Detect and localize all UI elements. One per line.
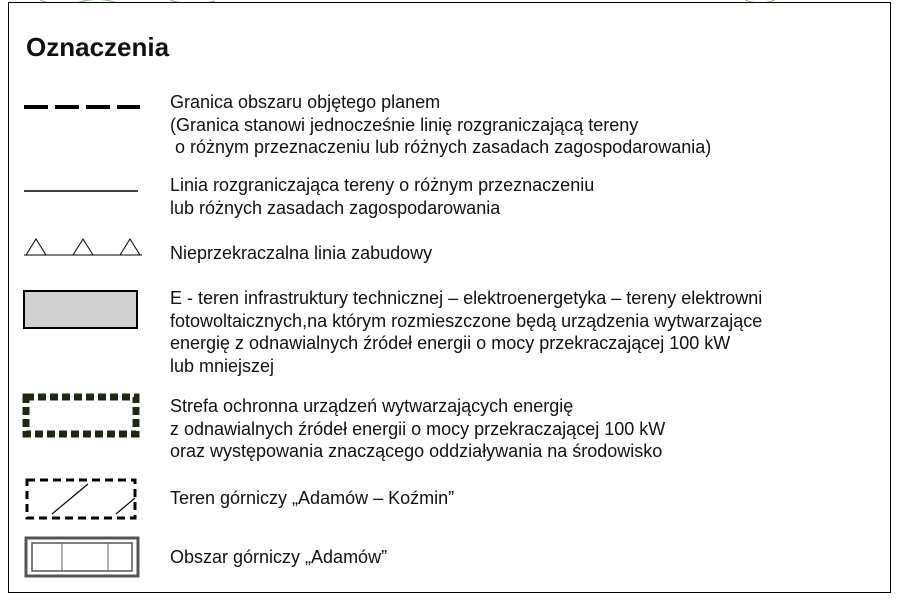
grey-filled-rectangle-icon (22, 289, 140, 331)
description-line: lub mniejszej (170, 355, 275, 376)
description-line: Teren górniczy „Adamów – Koźmin” (170, 488, 455, 508)
triangles-on-line-icon (22, 234, 146, 258)
legend-item-description (170, 91, 711, 159)
description-line: (Granica stanowi jednocześnie linię rozgraniczającą tereny (170, 114, 639, 135)
legend-item-description (170, 174, 594, 219)
description-line: Linia rozgraniczająca tereny o różnym przeznaczeniu (170, 175, 595, 195)
legend-title: Oznaczenia (26, 32, 170, 62)
legend-item-description (170, 395, 665, 463)
description-line: lub różnych zasadach zagospodarowania (170, 197, 501, 218)
dark-green-dashed-rectangle-icon (22, 393, 142, 439)
boundary-dashed-thick-line-icon (22, 102, 142, 112)
description-line: oraz występowania znaczącego oddziaływania na środowisko (170, 441, 663, 461)
description-line: fotowoltaicznych,na którym rozmieszczone będą urządzenia wytwarzające (170, 310, 763, 331)
double-border-rectangle-with-dividers-icon (22, 535, 142, 579)
description-line: Strefa ochronna urządzeń wytwarzających energię (170, 396, 574, 416)
legend-item-description (170, 546, 387, 569)
description-line: Obszar górniczy „Adamów” (170, 547, 388, 567)
description-line: Nieprzekraczalna linia zabudowy (170, 243, 433, 263)
description-line: energię z odnawialnych źródeł energii o mocy przekraczającej 100 kW (170, 333, 731, 353)
dashed-rectangle-with-diagonals-icon (22, 476, 142, 522)
thin-solid-line-icon (22, 188, 142, 194)
legend-item-description (170, 242, 432, 265)
description-line: z odnawialnych źródeł energii o mocy przekraczającej 100 kW (170, 418, 666, 439)
legend-item-description (170, 487, 454, 510)
legend-item-description (170, 287, 762, 377)
description-line: o różnym przeznaczeniu lub różnych zasadach zagospodarowania) (170, 137, 712, 157)
description-line: E - teren infrastruktury technicznej – elektroenergetyka – tereny elektrowni (170, 288, 763, 308)
description-line: Granica obszaru objętego planem (170, 92, 441, 112)
